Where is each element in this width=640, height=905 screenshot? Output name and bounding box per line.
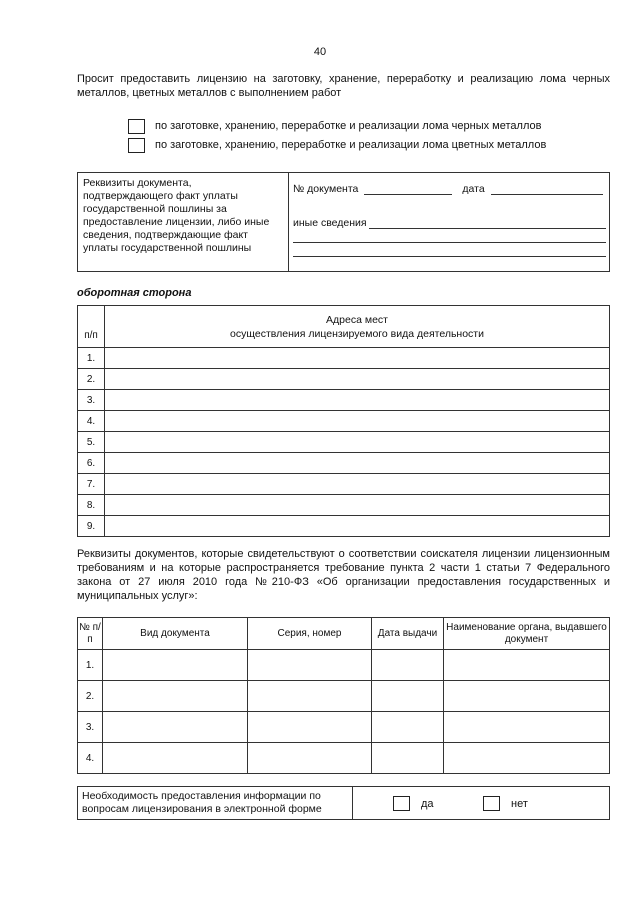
- addr-title-line1: Адреса мест: [326, 313, 388, 326]
- doc-no-label: № документа: [293, 183, 359, 195]
- yes-checkbox[interactable]: [393, 796, 410, 811]
- table-row: [78, 516, 610, 537]
- doc-series-cell[interactable]: [248, 712, 372, 743]
- addr-title-line2: осуществления лицензируемого вида деятельности: [230, 327, 484, 340]
- table-row: [78, 390, 610, 411]
- doc-type-cell[interactable]: [103, 681, 248, 712]
- documents-table: [77, 617, 610, 774]
- doc-series-cell[interactable]: [248, 650, 372, 681]
- doc-authority-cell[interactable]: [444, 681, 610, 712]
- row-number: 4.: [78, 743, 103, 774]
- address-cell[interactable]: [105, 411, 610, 432]
- table-row: [78, 432, 610, 453]
- docs-col-date: Дата выдачи: [372, 618, 444, 650]
- other-info-label: иные сведения: [293, 217, 367, 229]
- option-no: [483, 796, 528, 811]
- table-row: [78, 348, 610, 369]
- intro-paragraph: Просит предоставить лицензию на заготовку, хранение, переработку и реализацию лома черных металлов, цветных металлов с выполнением работ: [77, 73, 610, 99]
- doc-series-cell[interactable]: [248, 743, 372, 774]
- table-row: [78, 681, 610, 712]
- doc-type-cell[interactable]: [103, 650, 248, 681]
- doc-type-cell[interactable]: [103, 743, 248, 774]
- table-row: [78, 453, 610, 474]
- payment-table: [77, 172, 610, 272]
- other-info-line-3[interactable]: [293, 243, 606, 257]
- row-number: 2.: [78, 369, 105, 390]
- electronic-label: Необходимость предоставления информации по вопросам лицензирования в электронной форме: [78, 787, 353, 820]
- table-row: [78, 495, 610, 516]
- doc-authority-cell[interactable]: [444, 712, 610, 743]
- table-row: [78, 650, 610, 681]
- doc-authority-cell[interactable]: [444, 743, 610, 774]
- electronic-form-table: [77, 786, 610, 820]
- page-number: 40: [313, 46, 327, 58]
- other-info-line-2[interactable]: [293, 229, 606, 243]
- nonferrous-checkbox[interactable]: [128, 138, 145, 153]
- ferrous-label: по заготовке, хранению, переработке и реализации лома черных металлов: [155, 120, 542, 132]
- date-field[interactable]: [491, 184, 603, 195]
- no-checkbox[interactable]: [483, 796, 500, 811]
- nonferrous-label: по заготовке, хранению, переработке и реализации лома цветных металлов: [155, 139, 547, 151]
- doc-no-field[interactable]: [364, 184, 452, 195]
- docs-col-num: № п/п: [78, 618, 103, 650]
- table-row: [78, 411, 610, 432]
- docs-col-authority: Наименование органа, выдавшего документ: [444, 618, 610, 650]
- yes-label: да: [421, 797, 434, 810]
- doc-authority-cell[interactable]: [444, 650, 610, 681]
- requirements-paragraph: Реквизиты документов, которые свидетельствуют о соответствии соискателя лицензии лицензионным требованиям и на которые распространяется требование пункта 2 части 1 статьи 7 Федерального закона от 27 июля 2010 года №210-ФЗ «Об организации предоставления государственных и муниципальных услуг»:: [77, 548, 610, 602]
- table-row: [78, 712, 610, 743]
- date-label: дата: [462, 183, 485, 195]
- payment-fields: [289, 173, 610, 272]
- option-yes: [393, 796, 434, 811]
- address-cell[interactable]: [105, 516, 610, 537]
- doc-date-cell[interactable]: [372, 650, 444, 681]
- electronic-options: [353, 787, 610, 820]
- table-row: [78, 743, 610, 774]
- address-cell[interactable]: [105, 390, 610, 411]
- payment-label: Реквизиты документа, подтверждающего факт уплаты государственной пошлины за предоставление лицензии, либо иные сведения, подтверждающие факт уплаты государственной пошлины: [78, 173, 289, 272]
- row-number: 1.: [78, 650, 103, 681]
- doc-type-cell[interactable]: [103, 712, 248, 743]
- address-cell[interactable]: [105, 453, 610, 474]
- address-cell[interactable]: [105, 348, 610, 369]
- row-number: 8.: [78, 495, 105, 516]
- row-number: 1.: [78, 348, 105, 369]
- other-info-field[interactable]: [369, 218, 606, 229]
- addr-col-title: [105, 306, 610, 348]
- option-ferrous: [128, 118, 541, 134]
- back-side-heading: оборотная сторона: [77, 287, 192, 299]
- doc-date-cell[interactable]: [372, 712, 444, 743]
- row-number: 6.: [78, 453, 105, 474]
- option-nonferrous: [128, 137, 546, 153]
- address-cell[interactable]: [105, 369, 610, 390]
- address-cell[interactable]: [105, 495, 610, 516]
- row-number: 4.: [78, 411, 105, 432]
- doc-date-cell[interactable]: [372, 743, 444, 774]
- doc-date-cell[interactable]: [372, 681, 444, 712]
- no-label: нет: [511, 797, 528, 810]
- doc-series-cell[interactable]: [248, 681, 372, 712]
- docs-col-type: Вид документа: [103, 618, 248, 650]
- row-number: 2.: [78, 681, 103, 712]
- row-number: 7.: [78, 474, 105, 495]
- address-cell[interactable]: [105, 432, 610, 453]
- table-row: [78, 474, 610, 495]
- row-number: 5.: [78, 432, 105, 453]
- row-number: 3.: [78, 712, 103, 743]
- table-row: [78, 369, 610, 390]
- docs-col-series: Серия, номер: [248, 618, 372, 650]
- addresses-table: [77, 305, 610, 537]
- row-number: 9.: [78, 516, 105, 537]
- addr-col-num: п/п: [78, 306, 105, 348]
- row-number: 3.: [78, 390, 105, 411]
- address-cell[interactable]: [105, 474, 610, 495]
- ferrous-checkbox[interactable]: [128, 119, 145, 134]
